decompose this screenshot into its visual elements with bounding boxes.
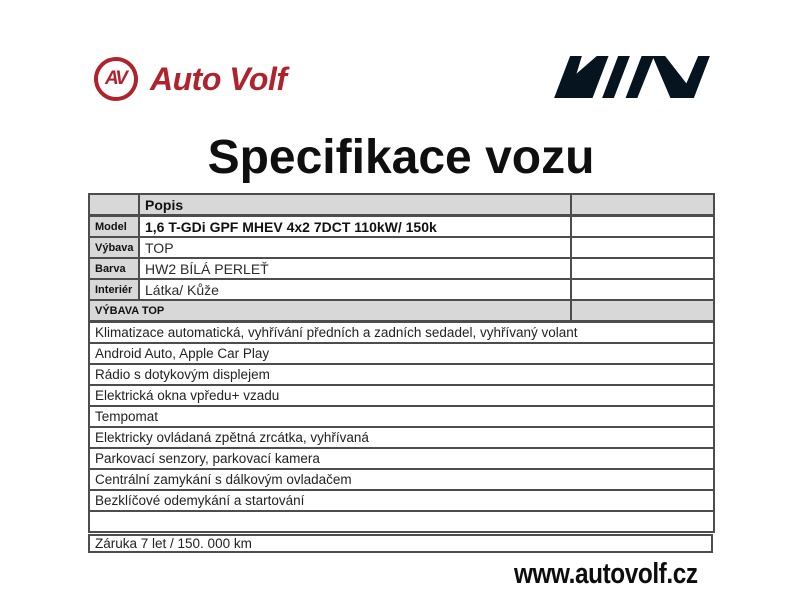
feature-cell: Rádio s dotykovým displejem (89, 364, 714, 385)
website-url: www.autovolf.cz (514, 558, 698, 590)
spec-row (89, 237, 714, 258)
spec-value-cell: Látka/ Kůže (139, 279, 571, 300)
spec-label-cell: Model (89, 216, 139, 238)
section-header-row (89, 300, 714, 322)
feature-cell: Centrální zamykání s dálkovým ovladačem (89, 469, 714, 490)
page-title: Specifikace vozu (207, 131, 595, 184)
feature-row (89, 427, 714, 448)
feature-row (89, 322, 714, 344)
spec-right-cell (571, 258, 714, 279)
feature-row (89, 385, 714, 406)
warranty-table (88, 534, 713, 553)
feature-cell: Tempomat (89, 406, 714, 427)
feature-cell: Bezklíčové odemykání a startování (89, 490, 714, 511)
header-label-cell (89, 194, 139, 216)
spec-right-cell (571, 279, 714, 300)
kia-letter-a (626, 56, 710, 98)
header-right-cell (571, 194, 714, 216)
spec-value-cell: TOP (139, 237, 571, 258)
feature-row (89, 469, 714, 490)
autovolf-monogram-text: AV (104, 68, 126, 90)
feature-row (89, 364, 714, 385)
spec-label-cell: Barva (89, 258, 139, 279)
kia-logo-icon (552, 56, 712, 98)
feature-cell: Elektricky ovládaná zpětná zrcátka, vyhřívaná (89, 427, 714, 448)
table-header-row (89, 194, 714, 216)
feature-cell: Elektrická okna vpředu+ vzadu (89, 385, 714, 406)
autovolf-monogram-icon (91, 54, 141, 104)
autovolf-logo-text: Auto Volf (150, 60, 287, 97)
spec-right-cell (571, 237, 714, 258)
spec-label-cell: Výbava (89, 237, 139, 258)
feature-row (89, 343, 714, 364)
spec-value-cell: 1,6 T-GDi GPF MHEV 4x2 7DCT 110kW/ 150k (139, 216, 571, 238)
feature-cell: Parkovací senzory, parkovací kamera (89, 448, 714, 469)
spec-table-body (89, 194, 714, 532)
header-desc-cell: Popis (139, 194, 571, 216)
spec-row (89, 279, 714, 300)
section-right-cell (571, 300, 714, 322)
warranty-cell: Záruka 7 let / 150. 000 km (89, 535, 712, 552)
feature-row (89, 511, 714, 532)
feature-row (89, 448, 714, 469)
spec-value-cell: HW2 BÍLÁ PERLEŤ (139, 258, 571, 279)
autovolf-logo (94, 56, 287, 102)
section-label-cell: VÝBAVA TOP (89, 300, 571, 322)
feature-row (89, 406, 714, 427)
spec-right-cell (571, 216, 714, 238)
spec-label-cell: Interiér (89, 279, 139, 300)
feature-cell: Klimatizace automatická, vyhřívání předních a zadních sedadel, vyhřívaný volant (89, 322, 714, 344)
spec-row (89, 216, 714, 238)
feature-row (89, 490, 714, 511)
warranty-row (89, 535, 712, 552)
spec-row (89, 258, 714, 279)
kia-letter-k (554, 56, 608, 98)
kia-letter-i (602, 56, 630, 98)
feature-cell: Android Auto, Apple Car Play (89, 343, 714, 364)
spec-table (88, 193, 715, 533)
feature-cell (89, 511, 714, 532)
